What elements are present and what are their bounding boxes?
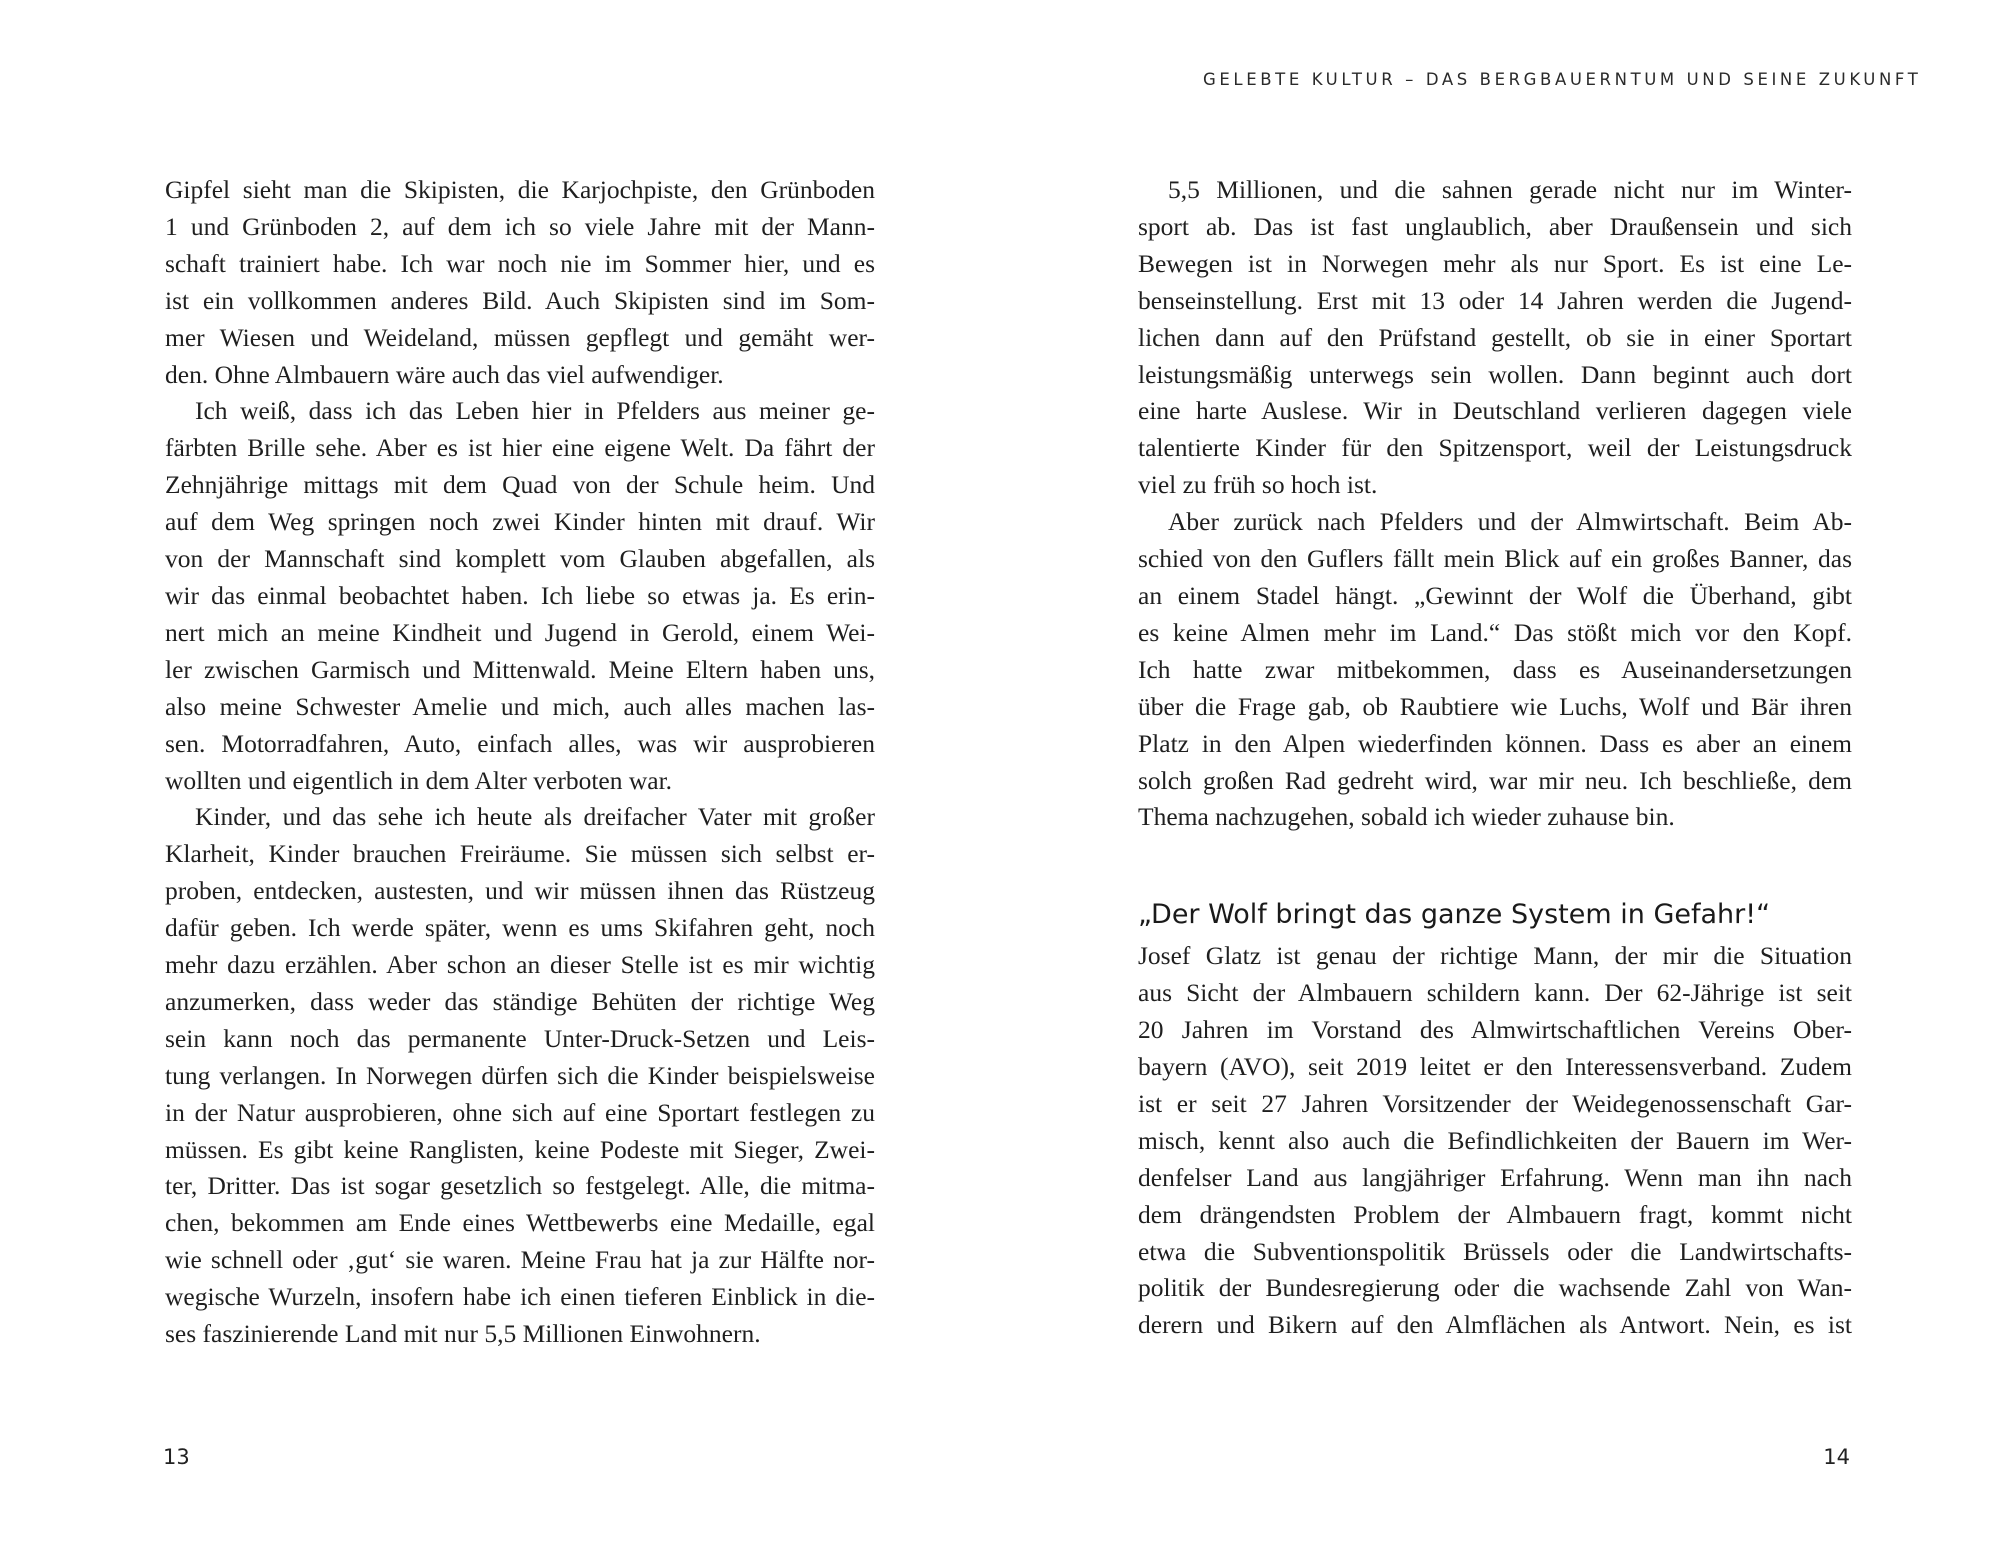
text-line: ses faszinierende Land mit nur 5,5 Millionen Einwohnern. (165, 1319, 761, 1349)
text-line: schied von den Guflers fällt mein Blick auf ein großes Banner, das (1138, 544, 1852, 574)
text-line: ist er seit 27 Jahren Vorsitzender der Weidegenossenschaft Gar- (1138, 1088, 1852, 1118)
text-line: Ich hatte zwar mitbekommen, dass es Auseinandersetzungen (1138, 654, 1852, 684)
text-line: auf dem Weg springen noch zwei Kinder hinten mit drauf. Wir (165, 507, 875, 537)
text-line: 5,5 Millionen, und die sahnen gerade nicht nur im Winter- (1168, 175, 1852, 204)
text-line: 20 Jahren im Vorstand des Almwirtschaftlichen Vereins Ober- (1138, 1015, 1852, 1045)
text-line: ler zwischen Garmisch und Mittenwald. Meine Eltern haben uns, (165, 654, 875, 684)
text-line: es keine Almen mehr im Land.“ Das stößt mich vor den Kopf. (1138, 617, 1852, 647)
text-line: wegische Wurzeln, insofern habe ich einen tieferen Einblick in die- (165, 1282, 875, 1312)
text-line: leistungsmäßig unterwegs sein wollen. Dann beginnt auch dort (1138, 359, 1852, 389)
text-line: in der Natur ausprobieren, ohne sich auf eine Sportart festlegen zu (165, 1097, 875, 1127)
text-line: ter, Dritter. Das ist sogar gesetzlich so festgelegt. Alle, die mitma- (165, 1171, 875, 1201)
paragraph (165, 799, 875, 1353)
text-line: denfelser Land aus langjähriger Erfahrung. Wenn man ihn nach (1138, 1162, 1852, 1192)
text-line: solch großen Rad gedreht wird, war mir neu. Ich beschließe, dem (1138, 765, 1852, 795)
text-line: viel zu früh so hoch ist. (1138, 470, 1378, 500)
text-line: von der Mannschaft sind komplett vom Glauben abgefallen, als (165, 544, 875, 574)
text-line: färbten Brille sehe. Aber es ist hier eine eigene Welt. Da fährt der (165, 433, 875, 463)
text-line: sen. Motorradfahren, Auto, einfach alles, was wir ausprobieren (165, 728, 875, 758)
text-line: talentierte Kinder für den Spitzensport, weil der Leistungsdruck (1138, 433, 1852, 463)
text-line: Zehnjährige mittags mit dem Quad von der Schule heim. Und (165, 470, 875, 500)
text-line: wollten und eigentlich in dem Alter verboten war. (165, 765, 673, 795)
text-line: lichen dann auf den Prüfstand gestellt, ob sie in einer Sportart (1138, 322, 1852, 352)
text-line: chen, bekommen am Ende eines Wettbewerbs eine Medaille, egal (165, 1208, 875, 1238)
right-page-paragraphs-before-heading (1138, 172, 1852, 836)
page-number-left: 13 (163, 1445, 190, 1469)
text-line: anzumerken, dass weder das ständige Behüten der richtige Weg (165, 986, 875, 1016)
text-line: den. Ohne Almbauern wäre auch das viel aufwendiger. (165, 359, 724, 389)
text-line: Klarheit, Kinder brauchen Freiräume. Sie müssen sich selbst er- (165, 839, 875, 869)
paragraph (165, 393, 875, 799)
text-line: wir das einmal beobachtet haben. Ich liebe so etwas ja. Es erin- (165, 580, 875, 610)
text-line: dem drängendsten Problem der Almbauern fragt, kommt nicht (1138, 1199, 1852, 1229)
text-line: dafür geben. Ich werde später, wenn es ums Skifahren geht, noch (165, 913, 875, 943)
page-number-right: 14 (1823, 1445, 1850, 1469)
text-line: Kinder, und das sehe ich heute als dreifacher Vater mit großer (195, 802, 875, 832)
text-line: müssen. Es gibt keine Ranglisten, keine Podeste mit Sieger, Zwei- (165, 1134, 875, 1164)
text-line: Bewegen ist in Norwegen mehr als nur Sport. Es ist eine Le- (1138, 248, 1852, 278)
text-line: mehr dazu erzählen. Aber schon an dieser Stelle ist es mir wichtig (165, 950, 875, 980)
paragraph (1138, 172, 1852, 504)
text-line: Platz in den Alpen wiederfinden können. Dass es aber an einem (1138, 728, 1852, 758)
section-heading: „Der Wolf bringt das ganze System in Gefahr!“ (1138, 899, 1771, 931)
text-line: sein kann noch das permanente Unter-Druck-Setzen und Leis- (165, 1023, 875, 1053)
text-line: etwa die Subventionspolitik Brüssels oder die Landwirtschafts- (1138, 1236, 1852, 1266)
text-line: Gipfel sieht man die Skipisten, die Karjochpiste, den Grünboden (165, 175, 875, 204)
text-line: benseinstellung. Erst mit 13 oder 14 Jahren werden die Jugend- (1138, 285, 1852, 315)
text-line: Ich weiß, dass ich das Leben hier in Pfelders aus meiner ge- (195, 396, 875, 426)
text-line: sport ab. Das ist fast unglaublich, aber Draußensein und sich (1138, 211, 1852, 241)
text-line: über die Frage gab, ob Raubtiere wie Luchs, Wolf und Bär ihren (1138, 691, 1852, 721)
text-line: misch, kennt also auch die Befindlichkeiten der Bauern im Wer- (1138, 1125, 1852, 1155)
text-line: ist ein vollkommen anderes Bild. Auch Skipisten sind im Som- (165, 285, 875, 315)
text-line: wie schnell oder ‚gut‘ sie waren. Meine Frau hat ja zur Hälfte nor- (165, 1245, 875, 1275)
right-page-paragraphs-after-heading (1138, 938, 1852, 1344)
paragraph (165, 172, 875, 393)
text-line: nert mich an meine Kindheit und Jugend in Gerold, einem Wei- (165, 617, 875, 647)
text-line: Aber zurück nach Pfelders und der Almwirtschaft. Beim Ab- (1168, 507, 1852, 537)
text-line: 1 und Grünboden 2, auf dem ich so viele Jahre mit der Mann- (165, 211, 875, 241)
paragraph (1138, 938, 1852, 1344)
left-page-text (165, 172, 875, 1353)
text-line: bayern (AVO), seit 2019 leitet er den Interessensverband. Zudem (1138, 1052, 1852, 1082)
text-line: tung verlangen. In Norwegen dürfen sich die Kinder beispielsweise (165, 1060, 875, 1090)
right-page-text (1138, 172, 1852, 1344)
text-line: schaft trainiert habe. Ich war noch nie im Sommer hier, und es (165, 248, 875, 278)
running-head: GELEBTE KULTUR – DAS BERGBAUERNTUM UND SEINE ZUKUNFT (1203, 70, 1922, 89)
text-line: derern und Bikern auf den Almflächen als Antwort. Nein, es ist (1138, 1310, 1852, 1340)
text-line: politik der Bundesregierung oder die wachsende Zahl von Wan- (1138, 1273, 1852, 1303)
text-line: mer Wiesen und Weideland, müssen gepflegt und gemäht wer- (165, 322, 875, 352)
text-line: an einem Stadel hängt. „Gewinnt der Wolf die Überhand, gibt (1138, 580, 1852, 610)
paragraph (1138, 504, 1852, 836)
text-line: Thema nachzugehen, sobald ich wieder zuhause bin. (1138, 802, 1675, 832)
text-line: also meine Schwester Amelie und mich, auch alles machen las- (165, 691, 875, 721)
text-line: eine harte Auslese. Wir in Deutschland verlieren dagegen viele (1138, 396, 1852, 426)
text-line: Josef Glatz ist genau der richtige Mann, der mir die Situation (1138, 941, 1852, 971)
text-line: aus Sicht der Almbauern schildern kann. Der 62-Jährige ist seit (1138, 978, 1852, 1008)
text-line: proben, entdecken, austesten, und wir müssen ihnen das Rüstzeug (165, 876, 875, 906)
